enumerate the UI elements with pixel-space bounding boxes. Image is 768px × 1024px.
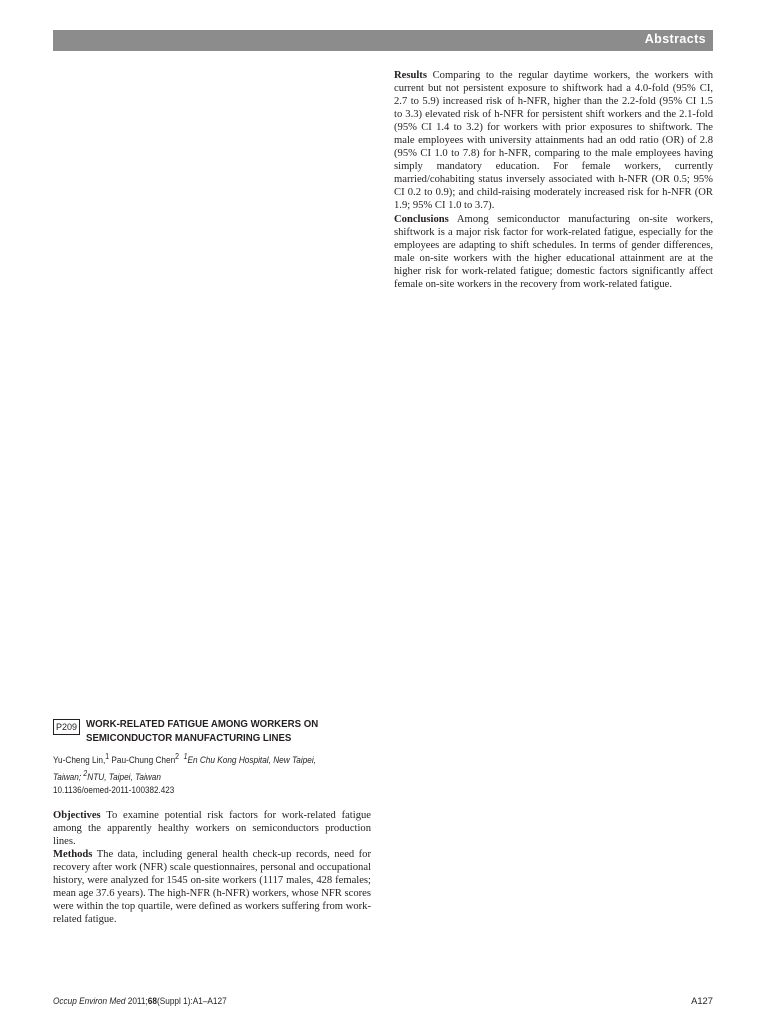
objectives-methods-column (53, 809, 371, 926)
doi: 10.1136/oemed-2011-100382.423 (53, 785, 175, 795)
objectives-label: Objectives (53, 810, 101, 821)
journal-year: 2011; (125, 995, 148, 1006)
page-number: A127 (691, 995, 713, 1006)
affiliation-1: En Chu Kong Hospital, New Taipei, Taiwan; (53, 754, 317, 783)
conclusions-paragraph (394, 213, 713, 291)
author-2-sup: 2 (175, 752, 180, 761)
journal-name: Occup Environ Med (53, 995, 126, 1006)
results-paragraph (394, 69, 713, 213)
conclusions-text: Among semiconductor manufacturing on-site workers, shiftwork is a major risk factor for work-related fatigue, especially for the employees are adapting to shift schedules. In terms of gender differences, male on-site workers with the higher educational attainment are at the higher risk for work-related fatigue; domestic factors significantly affect female on-site workers in the recovery from work-related fatigue. (394, 213, 713, 290)
affiliation-1-sup: 1 (183, 752, 188, 761)
methods-label: Methods (53, 849, 93, 861)
results-text: Comparing to the regular daytime workers, the workers with current but not persistent exposure to shiftwork had a 4.0-fold (95% CI, 2.7 to 5.9) increased risk of h-NFR, higher than the 2.2-fold (95% CI 1.5 to 3.3) elevated risk of h-NFR for persistent shift workers and the 2.1-fold (95% CI 1.4 to 3.2) for workers with prior exposures to shiftwork. The male employees with university attainments had an odd ratio (OR) of 2.8 (95% CI 1.0 to 7.8) for h-NFR, comparing to the male employees having simply mandatory education. For female workers, currently married/cohabiting status inversely associated with h-NFR (OR 0.5; 95% CI 0.2 to 0.9); and child-raising moderately increased risk for h-NFR (OR 1.9; 95% CI 1.0 to 3.7). (394, 70, 713, 212)
journal-volume: 68 (147, 995, 157, 1006)
abstract-title: WORK-RELATED FATIGUE AMONG WORKERS ON SEMICONDUCTOR MANUFACTURING LINES (86, 718, 319, 744)
author-2: Pau-Chung Chen (109, 754, 176, 766)
objectives-paragraph (53, 809, 371, 848)
affiliation-2-sup: 2 (83, 769, 88, 779)
affiliation-2: NTU, Taipei, Taiwan (87, 771, 161, 783)
methods-text: The data, including general health check-up records, need for recovery after work (NFR) scale questionnaires, personal and occupational history, were analyzed for 1545 on-site workers (1117 males, 428 females; mean age 37.6 years). The high-NFR (h-NFR) workers, whose NFR scores were within the top quartile, were defined as workers suffering from work-related fatigue. (53, 849, 371, 926)
journal-citation (53, 995, 227, 1006)
section-header-bar (53, 30, 713, 51)
abstract-id-badge: P209 (53, 719, 80, 735)
results-conclusions-column (394, 69, 713, 291)
journal-supplement: (Suppl 1):A1–A127 (156, 995, 227, 1006)
conclusions-label: Conclusions (394, 213, 449, 225)
author-1-sup: 1 (105, 752, 110, 761)
author-1: Yu-Cheng Lin, (53, 754, 106, 766)
author-line (53, 750, 343, 784)
results-label: Results (394, 70, 427, 81)
objectives-text: To examine potential risk factors for work-related fatigue among the apparently healthy workers on semiconductors production lines. (53, 810, 371, 848)
methods-paragraph (53, 848, 371, 926)
section-title: Abstracts (644, 32, 706, 46)
